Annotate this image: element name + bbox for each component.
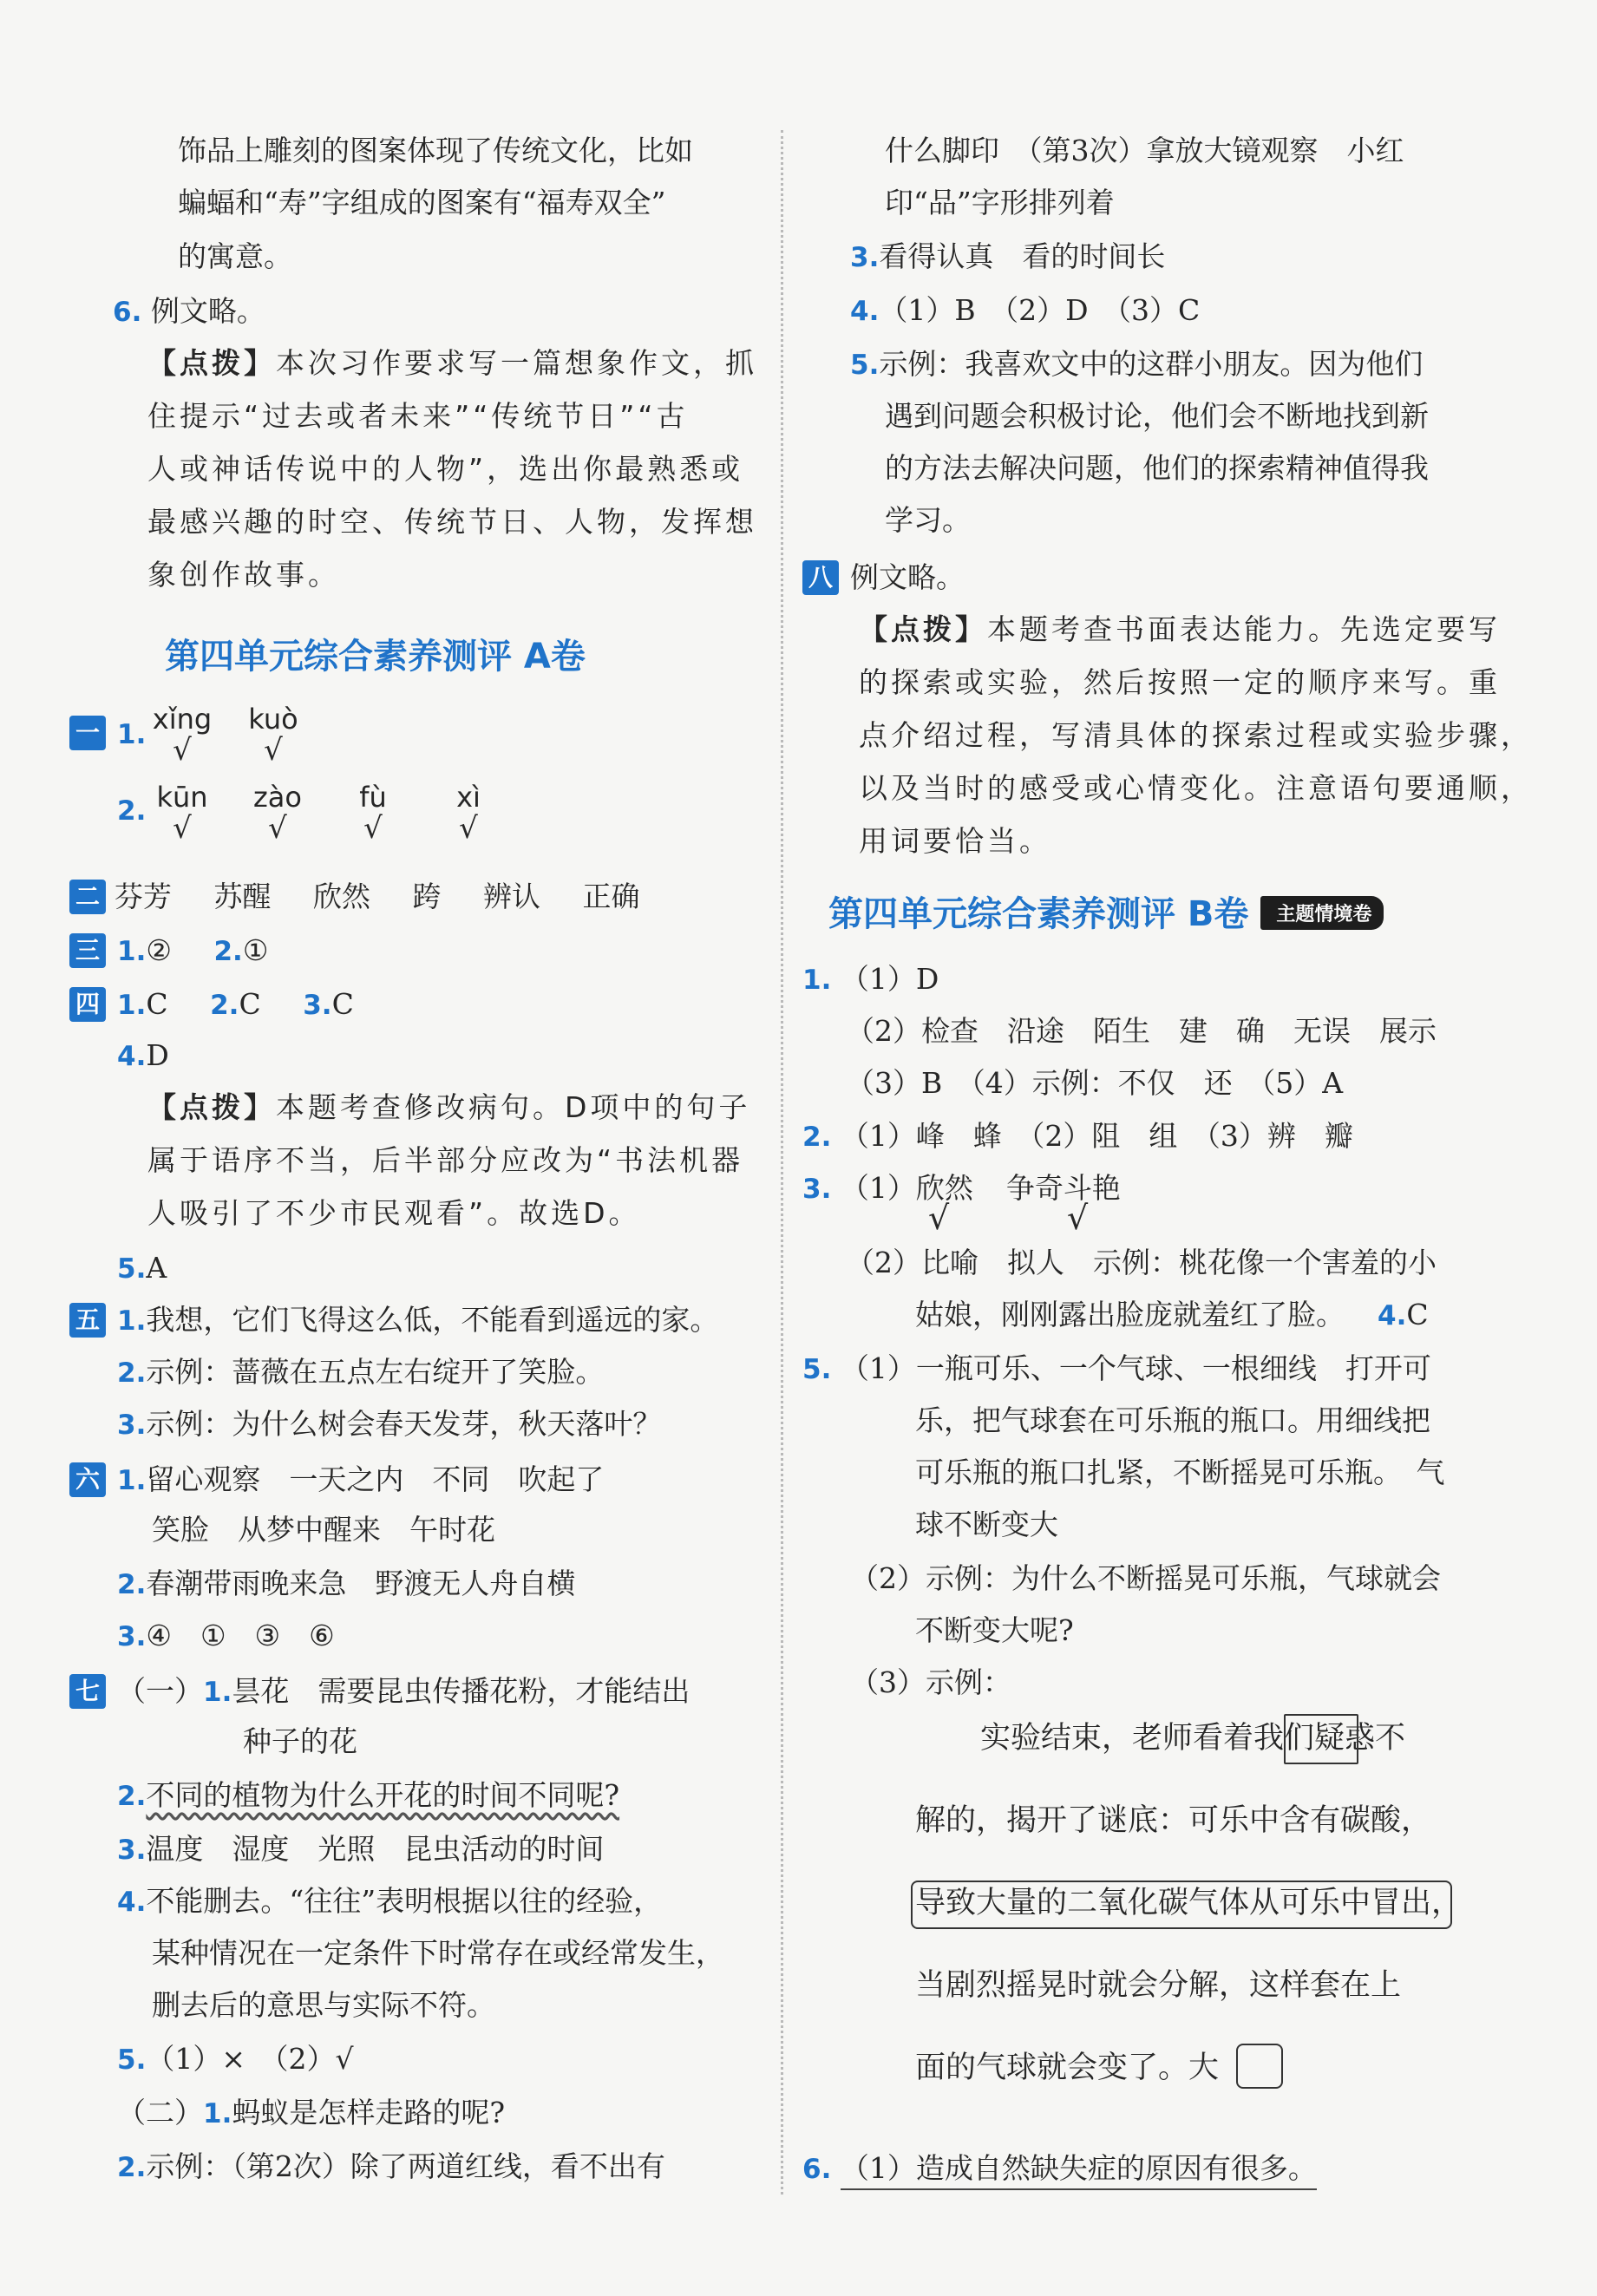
pinyin-item: kūn √ (156, 781, 208, 846)
r-q5-line4: 学习。 (885, 503, 971, 537)
pinyin-item: xì √ (456, 781, 481, 846)
s2-words: 芬芳 苏醒 欣然 跨 辨认 正确 (115, 880, 640, 913)
section-badge-2: 二 (69, 880, 106, 914)
b5-p2-row-1: （2）示例：为什么不断摇晃可乐瓶，气球就会 (850, 1561, 1441, 1595)
b5-row-4: 球不断变大 (915, 1508, 1058, 1541)
tip-line: 人吸引了不少市民观看”。故选D。 (147, 1196, 641, 1230)
s4-q5-row: 5.A (117, 1251, 167, 1285)
continued-line-3: 的寓意。 (178, 239, 292, 273)
essay-line: 解的，揭开了谜底：可乐中含有碳酸， (915, 1803, 1432, 1838)
s3-row: 1.② 2.① (117, 933, 269, 967)
b3-row-1: 3. （1）欣然 争奇斗艳 (802, 1171, 1121, 1205)
s8-answer: 例文略。 (850, 560, 965, 594)
b2-row: 2. （1）峰 蜂 （2）阻 组 （3）辨 瓣 (802, 1119, 1353, 1153)
column-divider (781, 130, 783, 2195)
s7-q4-line3: 删去后的意思与实际不符。 (152, 1988, 495, 2022)
essay-line: 面的气球就会变了。大 (915, 2051, 1220, 2085)
s6-q2-row: 2.春潮带雨晚来急 野渡无人舟自横 (117, 1567, 576, 1600)
s4-row: 1.C 2.C 3.C (117, 987, 354, 1021)
b6-row: 6. （1）造成自然缺失症的原因有很多。 (802, 2148, 1317, 2190)
tip-line: 用词要恰当。 (859, 824, 1051, 858)
tip-line: 属于语序不当，后半部分应改为“书法机器 (147, 1143, 744, 1177)
b5-row-2: 乐，把气球套在可乐瓶的瓶口。用细线把 (915, 1403, 1430, 1437)
check-mark: √ (1067, 1199, 1089, 1237)
s1-q1-number: 1. (117, 719, 147, 750)
q6-number: 6. (113, 297, 142, 328)
r-q5-line3: 的方法去解决问题，他们的探索精神值得我 (885, 451, 1429, 485)
r-q3-row: 3.看得认真 看的时间长 (850, 239, 1166, 273)
section-badge-3: 三 (69, 933, 106, 968)
r-q4-row: 4.（1）B （2）D （3）C (850, 293, 1201, 327)
essay-line: 导致大量的二氧化碳气体从可乐中冒出， (915, 1886, 1463, 1920)
s7-q4-line2: 某种情况在一定条件下时常存在或经常发生， (152, 1936, 724, 1970)
answer-page: 饰品上雕刻的图案体现了传统文化，比如 蝙蝠和“寿”字组成的图案有“福寿双全” 的寓意。 6. 例文略。 【点拨】本次习作要求写一篇想象作文，抓 住提示“过去或者未来”“传统节日”“古 人或神话传说中的人物”，选出你最熟悉或 最感兴趣的时空、传统节日、人物，发挥想 象创作故事。 第四单元综合素养测评 A卷 一 1. xǐng √ kuò √ 2. kūn √ zào √ fù √ xì √ 二 芬芳 苏醒 欣然 跨 辨认 正确 三 1.② 2.① 四 1.C 2.C 3.C 4.D 【点拨】本题考查修改病句。D项中的句子 属于语序不当，后半部分应改为“书法机器 人吸引了不少市民观看”。故选D。 5.A 五 1.我想，它们飞得这么低，不能看到遥远的家。 2.示例：蔷薇在五点左右绽开了笑脸。 3.示例：为什么树会春天发芽，秋天落叶？ 六 1.留心观察 一天之内 不同 吹起了 笑脸 从梦中醒来 午时花 2.春潮带雨晚来急 野渡无人舟自横 3.④ ① ③ ⑥ 七 （一）1.昙花 需要昆虫传播花粉，才能结出 种子的花 2.不同的植物为什么开花的时间不同呢? 3.温度 湿度 光照 昆虫活动的时间 4.不能删去。“往往”表明根据以往的经验， 某种情况在一定条件下时常存在或经常发生， 删去后的意思与实际不符。 5.（1）× （2）√ （二）1.蚂蚁是怎样走路的呢? 2.示例：（第2次）除了两道红线，看不出有 什么脚印 （第3次）拿放大镜观察 小红 印“品”字形排列着 3.看得认真 看的时间长 4.（1）B （2）D （3）C 5.示例：我喜欢文中的这群小朋友。因为他们 遇到问题会积极讨论，他们会不断地找到新 的方法去解决问题，他们的探索精神值得我 学习。 八 例文略。 【点拨】本题考查书面表达能力。先选定要写 的探索或实验，然后按照一定的顺序来写。重 点介绍过程，写清具体的探索过程或实验步骤， 以及当时的感受或心情变化。注意语句要通顺， 用词要恰当。 第四单元综合素养测评 B卷 主题情境卷 1. （1）D （2）检查 沿途 陌生 建 确 无误 展示 （3）B （4）示例：不仅 还 （5）A 2. （1）峰 蜂 （2）阻 组 （3）辨 瓣 3. （1）欣然 争奇斗艳 √ √ （2）比喻 拟人 示例：桃花像一个害羞的小 姑娘，刚刚露出脸庞就羞红了脸。 4.C 5. （1）一瓶可乐、一个气球、一根细线 打开可 乐，把气球套在可乐瓶的瓶口。用细线把 可乐瓶的瓶口扎紧，不断摇晃可乐瓶。 气 球不断变大 （2）示例：为什么不断摇晃可乐瓶，气球就会 不断变大呢? （3）示例： 实验结束，老师看着我们疑惑不 解的，揭开了谜底：可乐中含有碳酸， 导致大量的二氧化碳气体从可乐中冒出， 当剧烈摇晃时就会分解，这样套在上 面的气球就会变了。大 6. （1）造成自然缺失症的原因有很多。 (0, 0, 1597, 2296)
essay-line: 当剧烈摇晃时就会分解，这样套在上 (915, 1968, 1402, 2003)
section-badge-1: 一 (69, 716, 106, 750)
s7-p2-q1-row: （二）1.蚂蚁是怎样走路的呢? (117, 2096, 506, 2129)
section-badge-5: 五 (69, 1303, 106, 1338)
r-q5-row: 5.示例：我喜欢文中的这群小朋友。因为他们 (850, 347, 1424, 381)
edit-box (911, 1881, 1452, 1929)
b5-row-3: 可乐瓶的瓶口扎紧，不断摇晃可乐瓶。 气 (915, 1455, 1445, 1489)
tip-line: 最感兴趣的时空、传统节日、人物，发挥想 (147, 505, 757, 539)
tip-line: 以及当时的感受或心情变化。注意语句要通顺， (859, 771, 1533, 805)
right-continued-1: 什么脚印 （第3次）拿放大镜观察 小红 (885, 134, 1404, 167)
section-badge-6: 六 (69, 1462, 106, 1497)
right-continued-2: 印“品”字形排列着 (885, 186, 1115, 219)
tip-line: 点介绍过程，写清具体的探索过程或实验步骤， (859, 718, 1533, 752)
s4-q4-row: 4.D (117, 1038, 169, 1072)
edit-box (1284, 1714, 1358, 1764)
continued-line-1: 饰品上雕刻的图案体现了传统文化，比如 (178, 134, 693, 167)
check-mark: √ (928, 1199, 950, 1237)
s7-p2-q2-row: 2.示例：（第2次）除了两道红线，看不出有 (117, 2149, 665, 2183)
theme-tag: 主题情境卷 (1260, 896, 1384, 930)
q6-answer: 例文略。 (150, 294, 265, 328)
s1-q2-number: 2. (117, 795, 147, 827)
s7-q1-row: （一）1.昙花 需要昆虫传播花粉，才能结出 (117, 1674, 691, 1708)
section-heading-b: 第四单元综合素养测评 B卷 主题情境卷 (828, 886, 1384, 936)
s7-q2-row: 2.不同的植物为什么开花的时间不同呢? (117, 1778, 620, 1812)
r-q5-line2: 遇到问题会积极讨论，他们会不断地找到新 (885, 399, 1429, 433)
section-badge-7: 七 (69, 1674, 106, 1709)
s6-q1-row: 1.留心观察 一天之内 不同 吹起了 (117, 1462, 605, 1496)
s7-q1-line2: 种子的花 (243, 1724, 357, 1758)
b5-p2-row-2: 不断变大呢? (915, 1613, 1074, 1647)
pinyin-item: fù √ (359, 781, 387, 846)
tip-line: 住提示“过去或者未来”“传统节日”“古 (147, 399, 689, 433)
pinyin-item: kuò √ (248, 703, 298, 768)
s7-q4-row: 4.不能删去。“往往”表明根据以往的经验， (117, 1884, 663, 1918)
b5-p3-row: （3）示例： (850, 1665, 1011, 1699)
tip-tag: 【点拨】 (147, 1090, 276, 1124)
s5-q3-row: 3.示例：为什么树会春天发芽，秋天落叶？ (117, 1407, 662, 1441)
tip-line: 本次习作要求写一篇想象作文，抓 (276, 346, 757, 380)
s7-q3-row: 3.温度 湿度 光照 昆虫活动的时间 (117, 1832, 605, 1866)
tip-line: 的探索或实验，然后按照一定的顺序来写。重 (859, 665, 1501, 699)
tip-line: 人或神话传说中的人物”，选出你最熟悉或 (147, 452, 744, 486)
s6-q3-row: 3.④ ① ③ ⑥ (117, 1619, 335, 1652)
section-heading-a: 第四单元综合素养测评 A卷 (165, 637, 586, 677)
edit-box (1236, 2044, 1283, 2089)
b1-row-3: （3）B （4）示例：不仅 还 （5）A (846, 1066, 1344, 1100)
section-badge-4: 四 (69, 987, 106, 1022)
pinyin-item: zào √ (253, 781, 302, 846)
s5-q2-row: 2.示例：蔷薇在五点左右绽开了笑脸。 (117, 1355, 605, 1389)
continued-line-2: 蝙蝠和“寿”字组成的图案有“福寿双全” (178, 186, 666, 219)
essay-line: 实验结束，老师看着我们疑惑不 (980, 1721, 1406, 1756)
b1-row-2: （2）检查 沿途 陌生 建 确 无误 展示 (846, 1014, 1437, 1048)
s5-q1-row: 1.我想，它们飞得这么低，不能看到遥远的家。 (117, 1303, 719, 1337)
s7-q5-row: 5.（1）× （2）√ (117, 2042, 354, 2076)
s6-q1-line2: 笑脸 从梦中醒来 午时花 (152, 1513, 495, 1547)
q6-row (113, 291, 265, 333)
b3-row-2: （2）比喻 拟人 示例：桃花像一个害羞的小 (846, 1246, 1437, 1279)
b1-row-1: 1. （1）D (802, 962, 939, 996)
b5-row-1: 5. （1）一瓶可乐、一个气球、一根细线 打开可 (802, 1351, 1431, 1385)
tip-line: 象创作故事。 (147, 558, 340, 592)
b3-row-3: 姑娘，刚刚露出脸庞就羞红了脸。 4.C (915, 1298, 1429, 1331)
pinyin-item: xǐng √ (152, 703, 213, 768)
tip-tag: 【点拨】 (859, 612, 987, 646)
section-badge-8: 八 (802, 560, 839, 595)
tip-tag: 【点拨】 (147, 346, 276, 380)
